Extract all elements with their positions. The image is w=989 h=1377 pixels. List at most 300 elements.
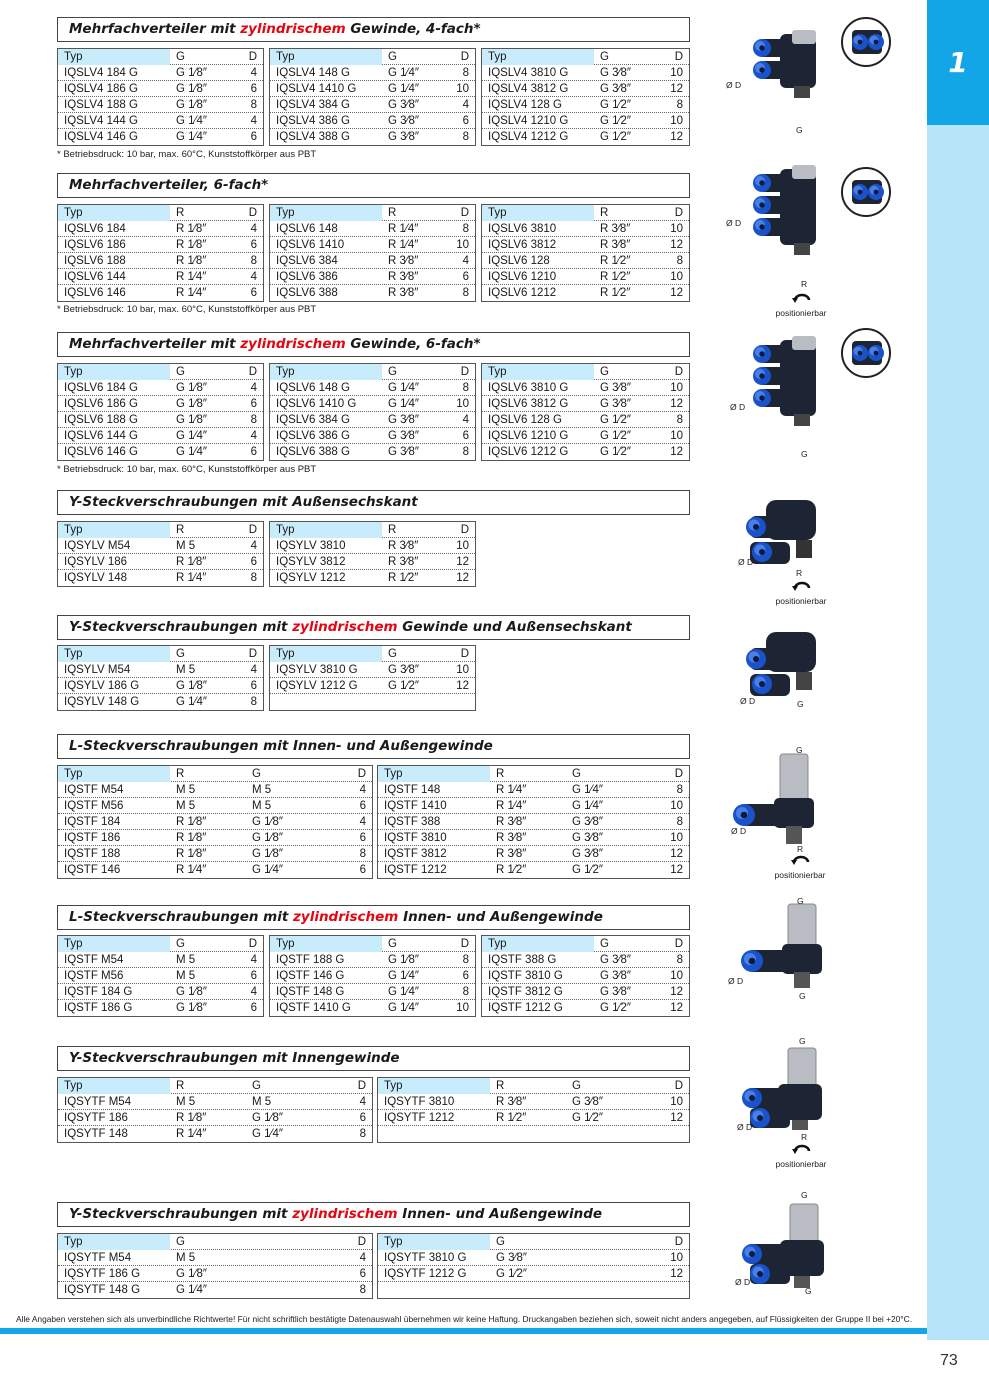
table-cell: 6 (250, 287, 257, 299)
table-cell: R 1⁄8″ (176, 848, 207, 860)
label-r: R (796, 568, 803, 578)
table-cell: IQSLV6 1210 G (488, 430, 569, 442)
column-header: G (388, 648, 397, 660)
footnote: * Betriebsdruck: 10 bar, max. 60°C, Kunststoffkörper aus PBT (57, 304, 317, 315)
table-cell: G 1⁄2″ (600, 115, 631, 127)
table-cell: G 1⁄8″ (252, 816, 283, 828)
table-cell: R 3⁄8″ (496, 1096, 527, 1108)
table-cell: R 3⁄8″ (388, 556, 419, 568)
table-cell: G 3⁄8″ (388, 664, 419, 676)
spec-table (377, 1077, 690, 1143)
table-cell: M 5 (252, 784, 272, 796)
table-row (378, 782, 689, 798)
table-row (58, 428, 263, 444)
table-cell: R 1⁄8″ (176, 832, 207, 844)
label-od: Ø D (735, 1277, 751, 1287)
table-cell: IQSLV4 128 G (488, 99, 562, 111)
table-cell: G 1⁄2″ (388, 680, 419, 692)
table-row (270, 412, 475, 428)
table-cell: IQSLV6 186 (64, 239, 126, 251)
column-header: D (460, 366, 469, 378)
column-header: Typ (58, 766, 170, 782)
table-row (378, 1250, 689, 1266)
table-cell: 8 (462, 67, 469, 79)
table-cell: 6 (250, 446, 257, 458)
table-cell: IQSTF 186 (64, 832, 121, 844)
table-header-row (270, 646, 475, 662)
table-cell: IQSLV4 3812 G (488, 83, 569, 95)
table-row (58, 554, 263, 570)
table-cell: IQSLV6 386 G (276, 430, 350, 442)
table-cell: R 3⁄8″ (388, 271, 419, 283)
table-cell: 6 (359, 864, 366, 876)
table-cell: 4 (359, 816, 366, 828)
footnote: * Betriebsdruck: 10 bar, max. 60°C, Kunststoffkörper aus PBT (57, 149, 317, 160)
section-title-7 (57, 905, 690, 930)
column-header: Typ (58, 936, 170, 952)
column-header: G (176, 1236, 185, 1248)
table-cell: G 1⁄8″ (176, 1268, 207, 1280)
table-cell: 8 (676, 816, 683, 828)
column-header: D (674, 207, 683, 219)
table-cell: G 1⁄4″ (572, 800, 603, 812)
table-row (58, 253, 263, 269)
table-cell: IQSLV6 3812 G (488, 398, 569, 410)
table-cell: 12 (456, 680, 469, 692)
heading-highlight: zylindrischem (292, 619, 398, 635)
column-header: Typ (482, 49, 594, 65)
table-cell: IQSTF M54 (64, 954, 124, 966)
table-cell: 12 (670, 986, 683, 998)
table-cell: G 1⁄8″ (388, 954, 419, 966)
positionable-label: positionierbar (775, 308, 827, 318)
table-cell: IQSLV4 384 G (276, 99, 350, 111)
column-header: Typ (270, 522, 382, 538)
column-header: G (388, 51, 397, 63)
manifold-6-image (748, 165, 828, 257)
table-row (270, 554, 475, 570)
spec-table (57, 363, 264, 461)
column-header: D (460, 938, 469, 950)
table-cell: G 1⁄8″ (176, 67, 207, 79)
table-row (58, 396, 263, 412)
table-row (482, 984, 689, 1000)
table-cell (378, 1126, 490, 1142)
table-row (378, 1110, 689, 1126)
table-cell (270, 694, 382, 710)
table-cell: G 3⁄8″ (388, 115, 419, 127)
section-heading (57, 490, 690, 515)
label-g: G (796, 125, 803, 135)
table-row (378, 862, 689, 878)
table-cell: IQSLV6 384 (276, 255, 338, 267)
label-od: Ø D (731, 826, 747, 836)
table-row (58, 237, 263, 253)
table-cell: R 1⁄2″ (496, 1112, 527, 1124)
column-header: D (248, 648, 257, 660)
table-cell: 10 (456, 664, 469, 676)
table-cell: G 1⁄4″ (388, 970, 419, 982)
spec-table (57, 645, 264, 711)
section-heading (57, 1202, 690, 1227)
table-cell: G 1⁄4″ (388, 382, 419, 394)
table-cell: G 1⁄8″ (176, 83, 207, 95)
column-header: Typ (482, 364, 594, 380)
table-cell: IQSLV6 148 (276, 223, 338, 235)
table-cell: IQSYLV M54 (64, 540, 131, 552)
table-cell: G 1⁄8″ (252, 848, 283, 860)
table-cell: IQSTF 188 G (276, 954, 345, 966)
table-cell: IQSLV6 128 (488, 255, 550, 267)
table-header-row (482, 936, 689, 952)
heading-highlight: zylindrischem (293, 909, 399, 925)
table-cell: M 5 (176, 784, 196, 796)
table-row (58, 380, 263, 396)
table-header-row (270, 522, 475, 538)
table-cell: M 5 (176, 540, 196, 552)
table-cell (490, 1282, 552, 1298)
column-header: Typ (482, 205, 594, 221)
column-header: R (176, 524, 185, 536)
table-cell: IQSTF 1212 G (488, 1002, 563, 1014)
table-row (58, 662, 263, 678)
table-cell: 6 (250, 131, 257, 143)
table-row (482, 285, 689, 301)
table-cell: 8 (250, 572, 257, 584)
heading-text: Y-Steckverschraubungen mit (69, 619, 293, 635)
table-row (58, 694, 263, 710)
table-cell: G 1⁄8″ (252, 1112, 283, 1124)
label-g: G (799, 1036, 806, 1046)
table-cell: IQSLV4 388 G (276, 131, 350, 143)
table-cell: IQSLV6 1410 (276, 239, 345, 251)
table-cell: 8 (462, 287, 469, 299)
table-cell: G 1⁄2″ (600, 99, 631, 111)
table-cell: 12 (670, 864, 683, 876)
table-row (378, 846, 689, 862)
table-cell: G 1⁄2″ (572, 1112, 603, 1124)
table-cell: R 3⁄8″ (388, 255, 419, 267)
table-cell: 4 (250, 271, 257, 283)
label-od: Ø D (728, 976, 744, 986)
table-cell: M 5 (252, 1096, 272, 1108)
table-cell: M 5 (176, 1096, 196, 1108)
column-header: R (388, 207, 397, 219)
column-header: G (176, 938, 185, 950)
column-header: D (248, 366, 257, 378)
column-header: D (674, 51, 683, 63)
label-g: G (797, 896, 804, 906)
table-cell: IQSLV6 3810 (488, 223, 557, 235)
table-cell: 4 (250, 664, 257, 676)
table-row (58, 65, 263, 81)
table-row (58, 952, 263, 968)
column-header: D (357, 1080, 366, 1092)
table-cell: IQSLV4 3810 G (488, 67, 569, 79)
table-row (58, 1282, 372, 1298)
table-row (58, 798, 372, 814)
table-cell: IQSTF 186 G (64, 1002, 133, 1014)
table-row (58, 285, 263, 301)
table-header-row (270, 49, 475, 65)
table-header-row (482, 364, 689, 380)
table-cell: 12 (670, 1002, 683, 1014)
table-cell (382, 694, 444, 710)
table-row (482, 412, 689, 428)
heading-text: Gewinde, 6-fach* (345, 336, 481, 352)
table-header-row (58, 49, 263, 65)
table-cell: R 1⁄8″ (176, 556, 207, 568)
table-row (58, 412, 263, 428)
table-cell: G 3⁄8″ (600, 382, 631, 394)
label-g: G (796, 745, 803, 755)
column-header: Typ (58, 522, 170, 538)
table-cell: IQSYLV 3812 (276, 556, 346, 568)
table-row (58, 968, 263, 984)
table-cell: 4 (250, 430, 257, 442)
table-cell: G 1⁄2″ (600, 446, 631, 458)
table-row (58, 570, 263, 586)
table-cell: G 1⁄4″ (176, 430, 207, 442)
spec-table (481, 363, 690, 461)
table-cell: 12 (670, 1112, 683, 1124)
table-row (58, 814, 372, 830)
table-cell: G 1⁄8″ (176, 680, 207, 692)
column-header: Typ (270, 205, 382, 221)
table-cell: IQSYTF 186 G (64, 1268, 141, 1280)
table-cell: R 3⁄8″ (388, 287, 419, 299)
heading-text: L-Steckverschraubungen mit Innen- und Außengewinde (69, 738, 493, 754)
table-cell: IQSTF 1410 (384, 800, 447, 812)
table-cell: IQSLV6 188 (64, 255, 126, 267)
column-header: D (674, 1080, 683, 1092)
table-cell: G 1⁄8″ (176, 99, 207, 111)
table-cell: 12 (670, 446, 683, 458)
table-row (270, 221, 475, 237)
column-header: D (460, 51, 469, 63)
table-header-row (482, 49, 689, 65)
table-cell: IQSYTF 3810 (384, 1096, 455, 1108)
table-cell: R 1⁄2″ (388, 572, 419, 584)
spec-table (269, 935, 476, 1017)
table-cell: IQSYLV 148 G (64, 696, 140, 708)
table-cell: IQSLV4 1210 G (488, 115, 569, 127)
table-cell: IQSYLV 186 G (64, 680, 140, 692)
spec-table (57, 1077, 373, 1143)
table-cell: 6 (359, 1112, 366, 1124)
column-header: R (176, 768, 185, 780)
spec-table (57, 204, 264, 302)
table-cell: R 1⁄4″ (388, 239, 419, 251)
heading-text: Mehrfachverteiler mit (69, 21, 241, 37)
table-cell: 4 (250, 382, 257, 394)
detail-magnifier (840, 16, 892, 68)
table-cell: 6 (359, 832, 366, 844)
column-header: D (248, 938, 257, 950)
table-cell: 8 (462, 131, 469, 143)
table-cell: IQSLV6 184 (64, 223, 126, 235)
column-header: Typ (378, 766, 490, 782)
label-g: G (805, 1286, 812, 1296)
table-cell: 8 (250, 255, 257, 267)
section-title-6 (57, 734, 690, 759)
heading-text: Y-Steckverschraubungen mit Außensechskant (69, 494, 418, 510)
table-row (58, 113, 263, 129)
positionable-label: positionierbar (774, 870, 826, 880)
table-cell: 8 (676, 255, 683, 267)
table-cell: 10 (670, 382, 683, 394)
table-cell: 8 (250, 99, 257, 111)
spec-table (481, 204, 690, 302)
table-cell: 8 (250, 414, 257, 426)
table-row (482, 269, 689, 285)
table-cell: G 3⁄8″ (600, 986, 631, 998)
table-cell: 12 (670, 239, 683, 251)
table-cell: 8 (676, 784, 683, 796)
table-cell: G 1⁄4″ (176, 115, 207, 127)
section-title-9 (57, 1202, 690, 1227)
chapter-tab-number: 1 (927, 0, 989, 125)
table-row (482, 444, 689, 460)
table-row (270, 81, 475, 97)
page-number: 73 (940, 1352, 958, 1369)
table-row (270, 428, 475, 444)
table-cell: IQSLV6 1210 (488, 271, 557, 283)
table-cell: G 1⁄4″ (388, 398, 419, 410)
table-cell: IQSLV6 146 (64, 287, 126, 299)
bottom-rule (0, 1328, 927, 1334)
table-cell: 8 (359, 848, 366, 860)
table-cell: 10 (670, 223, 683, 235)
table-cell: 8 (462, 223, 469, 235)
table-cell: 12 (456, 556, 469, 568)
label-od: Ø D (738, 557, 754, 567)
table-cell: M 5 (176, 1252, 196, 1264)
label-od: Ø D (730, 402, 746, 412)
table-row (58, 984, 263, 1000)
table-row (270, 952, 475, 968)
table-cell: 12 (670, 131, 683, 143)
table-row (58, 678, 263, 694)
heading-text: Mehrfachverteiler mit (69, 336, 241, 352)
table-row (270, 269, 475, 285)
column-header: Typ (58, 1078, 170, 1094)
table-cell: IQSTF M54 (64, 784, 124, 796)
table-row (58, 81, 263, 97)
column-header: Typ (58, 364, 170, 380)
spec-table (377, 1233, 690, 1299)
table-cell: R 1⁄4″ (496, 800, 527, 812)
table-cell: IQSLV6 386 (276, 271, 338, 283)
section-title-2 (57, 173, 690, 198)
table-cell: 8 (250, 696, 257, 708)
column-header: D (357, 1236, 366, 1248)
table-cell: G 1⁄8″ (176, 382, 207, 394)
positionable-label: positionierbar (775, 596, 827, 606)
table-cell: G 3⁄8″ (572, 848, 603, 860)
table-cell: IQSLV6 144 G (64, 430, 138, 442)
column-header: R (388, 524, 397, 536)
table-cell: M 5 (176, 954, 196, 966)
table-cell: IQSYTF M54 (64, 1252, 132, 1264)
column-header: Typ (58, 646, 170, 662)
column-header: D (674, 1236, 683, 1248)
table-cell: 4 (250, 954, 257, 966)
table-cell: G 1⁄4″ (176, 1284, 207, 1296)
table-cell (444, 694, 475, 710)
heading-text: Y-Steckverschraubungen mit (69, 1206, 293, 1222)
table-header-row (482, 205, 689, 221)
spec-table (269, 521, 476, 587)
table-cell: IQSLV4 184 G (64, 67, 138, 79)
table-cell: R 3⁄8″ (496, 816, 527, 828)
table-cell: G 1⁄8″ (252, 832, 283, 844)
table-row (58, 1110, 372, 1126)
table-cell: 10 (456, 83, 469, 95)
column-header: D (674, 366, 683, 378)
table-cell: 8 (462, 954, 469, 966)
rotate-icon (791, 292, 813, 306)
table-cell: G 1⁄2″ (572, 864, 603, 876)
detail-magnifier (840, 166, 892, 218)
heading-text: L-Steckverschraubungen mit (69, 909, 294, 925)
table-header-row (378, 1234, 689, 1250)
table-row (482, 380, 689, 396)
table-cell: 6 (250, 239, 257, 251)
table-cell: 4 (359, 1252, 366, 1264)
column-header: G (388, 938, 397, 950)
column-header: G (176, 648, 185, 660)
table-cell: 12 (456, 572, 469, 584)
table-row (270, 97, 475, 113)
section-title-5 (57, 615, 690, 640)
y-inner-thread-image (732, 1044, 824, 1132)
table-cell: 4 (250, 986, 257, 998)
table-cell: R 1⁄4″ (176, 1128, 207, 1140)
rotate-icon (790, 854, 812, 868)
column-header: D (460, 648, 469, 660)
column-header: D (460, 207, 469, 219)
table-cell: G 1⁄2″ (600, 430, 631, 442)
table-header-row (378, 766, 689, 782)
table-cell: IQSYLV 1212 (276, 572, 346, 584)
table-cell: R 3⁄8″ (600, 239, 631, 251)
table-cell: G 1⁄4″ (572, 784, 603, 796)
table-cell: 6 (250, 1002, 257, 1014)
table-cell: G 3⁄8″ (388, 99, 419, 111)
table-row (58, 830, 372, 846)
table-cell: R 1⁄4″ (176, 864, 207, 876)
column-header: G (176, 51, 185, 63)
section-heading (57, 615, 690, 640)
column-header: R (600, 207, 609, 219)
table-cell: M 5 (252, 800, 272, 812)
table-cell: G 3⁄8″ (388, 430, 419, 442)
table-cell: R 1⁄2″ (600, 287, 631, 299)
heading-highlight: zylindrischem (240, 336, 346, 352)
table-row (270, 662, 475, 678)
table-cell: IQSYLV 186 (64, 556, 128, 568)
l-fitting-g-image (734, 902, 824, 992)
column-header: R (496, 768, 505, 780)
table-row (378, 1126, 689, 1142)
label-g: G (801, 449, 808, 459)
table-row (58, 269, 263, 285)
label-od: Ø D (726, 80, 742, 90)
heading-text: Innen- und Außengewinde (397, 1206, 603, 1222)
table-cell: IQSTF 148 G (276, 986, 345, 998)
table-cell: R 1⁄2″ (600, 255, 631, 267)
